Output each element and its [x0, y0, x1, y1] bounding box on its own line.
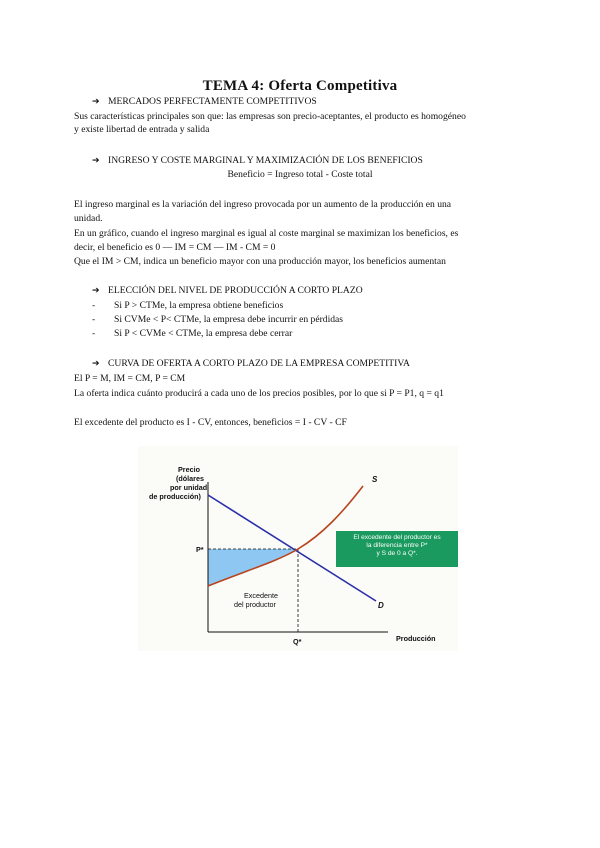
list-item: [92, 300, 283, 312]
section-heading-curva-oferta: [92, 358, 410, 370]
section-heading-eleccion: [92, 285, 363, 297]
surplus-callout: [336, 531, 458, 567]
callout-line: la diferencia entre P*: [366, 542, 428, 549]
paragraph-line: El ingreso marginal es la variación del ingreso provocada por un aumento de la producción en una: [74, 199, 452, 210]
section-heading-ingreso: [92, 155, 423, 167]
list-item-text: Si CVMe < P< CTMe, la empresa debe incurrir en pérdidas: [114, 314, 344, 325]
list-item-text: Si P > CTMe, la empresa obtiene beneficios: [114, 300, 284, 311]
list-item-text: Si P < CVMe < CTMe, la empresa debe cerrar: [114, 328, 293, 339]
list-item: [92, 328, 292, 340]
callout-line: y S de 0 a Q*.: [376, 550, 418, 557]
list-item: [92, 314, 343, 326]
paragraph-line: En un gráfico, cuando el ingreso marginal es igual al coste marginal se maximizan los beneficios, es: [74, 228, 459, 239]
section-heading-text: MERCADOS PERFECTAMENTE COMPETITIVOS: [108, 96, 317, 107]
arrow-icon: ➔: [92, 359, 100, 369]
section-heading-mercados: [92, 96, 317, 108]
y-axis-label-3: por unidad: [170, 483, 208, 492]
arrow-icon: ➔: [92, 97, 100, 107]
page-title: TEMA 4: Oferta Competitiva: [202, 78, 398, 94]
paragraph-line: y existe libertad de entrada y salida: [74, 124, 210, 135]
y-axis-label-2: (dólares: [176, 474, 204, 483]
section-heading-text: ELECCIÓN DEL NIVEL DE PRODUCCIÓN A CORTO PLAZO: [108, 285, 363, 296]
paragraph-line: El excedente del producto es I - CV, entonces, beneficios = I - CV - CF: [74, 417, 347, 428]
surplus-label-1: Excedente: [244, 591, 278, 600]
quantity-label: Q*: [293, 637, 302, 646]
paragraph-line: Que el IM > CM, indica un beneficio mayor con una producción mayor, los beneficios aumentan: [74, 256, 446, 267]
bullet-dash: -: [92, 328, 96, 339]
paragraph-line: Sus características principales son que: las empresas son precio-aceptantes, el producto es homogéneo: [74, 111, 466, 122]
section-heading-text: CURVA DE OFERTA A CORTO PLAZO DE LA EMPRESA COMPETITIVA: [108, 358, 410, 369]
callout-line: El excedente del productor es: [353, 534, 441, 541]
paragraph-line: El P = M, IM = CM, P = CM: [74, 373, 186, 384]
benefit-formula: Beneficio = Ingreso total - Coste total: [227, 169, 373, 180]
paragraph-line: unidad.: [74, 213, 103, 224]
arrow-icon: ➔: [92, 286, 100, 296]
paragraph-line: La oferta indica cuánto producirá a cada uno de los precios posibles, por lo que si P = P1, q = q1: [74, 388, 444, 399]
price-label: P*: [196, 545, 204, 554]
section-heading-text: INGRESO Y COSTE MARGINAL Y MAXIMIZACIÓN DE LOS BENEFICIOS: [108, 155, 423, 166]
y-axis-label-4: de producción): [149, 492, 201, 501]
supply-label: S: [372, 475, 378, 484]
paragraph-line: decir, el beneficio es 0 — IM = CM — IM - CM = 0: [74, 242, 276, 253]
demand-label: D: [378, 601, 384, 610]
bullet-dash: -: [92, 314, 96, 325]
surplus-label-2: del productor: [234, 600, 276, 609]
bullet-dash: -: [92, 300, 96, 311]
arrow-icon: ➔: [92, 156, 100, 166]
x-axis-label: Producción: [396, 634, 436, 643]
y-axis-label-1: Precio: [178, 465, 200, 474]
